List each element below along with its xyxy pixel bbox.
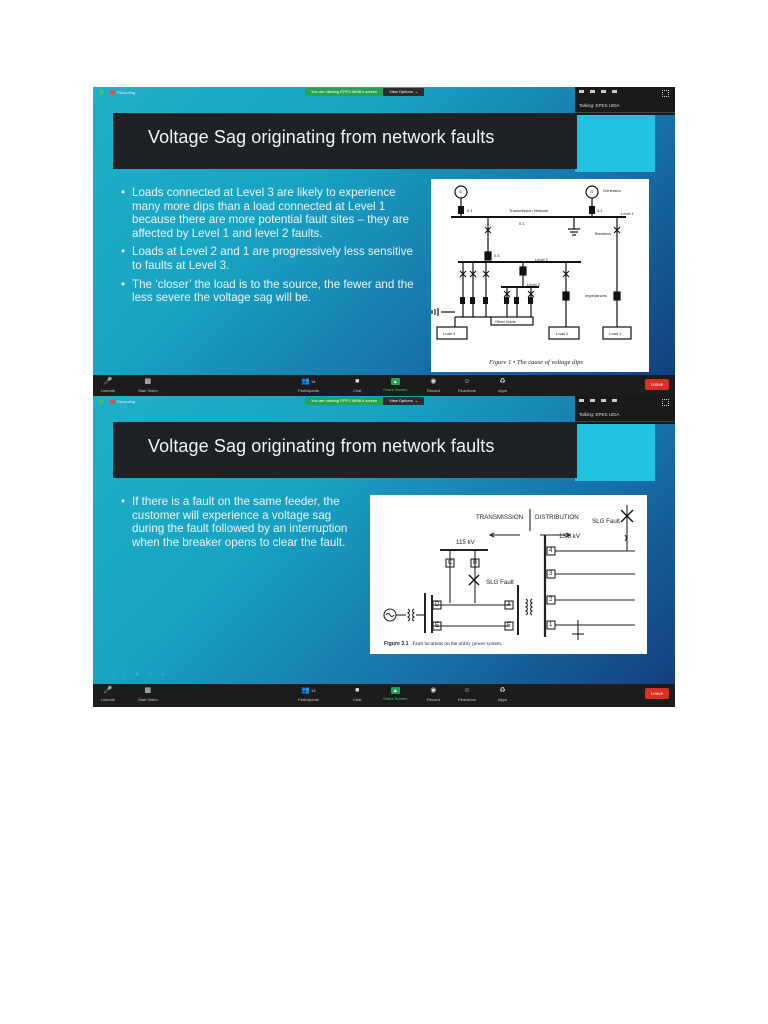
feeder-label: 1 <box>549 621 553 628</box>
bullet-item: • The ‘closer’ the load is to the source, the fewer and the less severe the voltage sag will be. <box>120 278 420 305</box>
shield-icon <box>99 399 104 404</box>
slide-title: Voltage Sag originating from network faults <box>148 436 495 456</box>
figure-caption <box>384 641 502 647</box>
strip-view-icon[interactable] <box>590 399 595 402</box>
distribution-label: DISTRIBUTION <box>535 514 579 521</box>
recording-indicator <box>99 90 135 95</box>
shared-screen-area <box>93 396 675 684</box>
chat-label: Chat <box>353 697 362 702</box>
participants-icon: 👥 14 <box>301 378 316 385</box>
participants-button[interactable] <box>298 687 319 702</box>
load3-label: Load 3 <box>443 331 456 336</box>
level3-label: Level 3 <box>527 282 540 287</box>
slide-navigation-tools[interactable]: ‹ › ✎ ○ ○ <box>113 672 169 678</box>
chat-label: Chat <box>353 388 362 393</box>
share-screen-label: Share Screen <box>383 696 408 701</box>
meeting-toolbar <box>93 684 675 707</box>
view-options-button[interactable] <box>383 88 424 96</box>
share-banner <box>305 397 424 405</box>
impedances-label: Impedances <box>585 293 607 298</box>
record-label: Record <box>427 697 440 702</box>
generator-symbol-left: G <box>459 189 463 194</box>
apps-label: Apps <box>498 388 508 393</box>
slide-accent-block <box>575 115 655 172</box>
fault-location-diagram <box>370 495 647 654</box>
unmute-button[interactable] <box>101 378 115 393</box>
voltage-dip-diagram <box>431 179 649 372</box>
transmission-label: TRANSMISSION <box>476 514 524 521</box>
apps-button[interactable] <box>498 378 507 393</box>
slg-fault-label: SLG Fault <box>486 579 514 586</box>
share-screen-label: Share Screen <box>383 387 408 392</box>
view-options-button[interactable] <box>383 397 424 405</box>
meeting-screenshot-2 <box>93 396 675 707</box>
microphone-muted-icon: 🎤 <box>103 378 113 385</box>
video-panel <box>575 396 675 424</box>
share-screen-button[interactable] <box>383 378 407 392</box>
record-dot-icon <box>110 90 115 95</box>
level1-label: Level 1 <box>621 211 634 216</box>
grid-view-icon[interactable] <box>612 90 617 93</box>
transmission-network-label: Transmission Network <box>509 208 549 213</box>
slide-title-bar <box>113 113 577 169</box>
share-banner-text: You are viewing EPES MMA's screen <box>305 397 383 405</box>
value-label: 0.1 <box>597 208 603 213</box>
load2-label: Load 2 <box>556 331 569 336</box>
list-view-icon[interactable] <box>601 90 606 93</box>
breaker-label: A <box>507 601 512 608</box>
unmute-label: Unmute <box>101 697 116 702</box>
participants-icon: 👥 13 <box>301 687 316 694</box>
bullet-item: • Loads connected at Level 3 are likely to experience many more dips than a load connected at Level 1 because there are more potential fault sites – they are affected by Level 1 and level 2 faults. <box>120 186 420 240</box>
participant-count: 13 <box>311 688 316 693</box>
chat-button[interactable] <box>353 378 361 393</box>
feeder-label: 2 <box>549 596 553 603</box>
participants-label: Participants <box>298 697 319 702</box>
minimize-icon[interactable] <box>579 399 584 402</box>
record-button[interactable] <box>427 378 440 393</box>
breaker-label: E <box>435 622 440 629</box>
start-video-label: Start Video <box>138 697 158 702</box>
shared-screen-area <box>93 87 675 375</box>
figure-caption: Figure 1 • The cause of voltage dips <box>489 359 583 366</box>
slide-title: Voltage Sag originating from network faults <box>148 127 495 147</box>
reactions-button[interactable] <box>458 687 476 702</box>
generator-symbol-right: G <box>590 189 594 194</box>
reactions-icon: ☺ <box>463 378 471 385</box>
share-screen-icon: ▲ <box>391 378 400 385</box>
voltage-13-8kv-label: 13.8 kV <box>559 533 580 540</box>
meeting-toolbar <box>93 375 675 398</box>
slide-bullets <box>120 495 360 554</box>
slide-bullets <box>120 186 420 310</box>
chat-icon: ■ <box>355 687 360 694</box>
chat-button[interactable] <box>353 687 361 702</box>
breaker-label: B <box>473 559 478 566</box>
load1-label: Load 1 <box>609 331 622 336</box>
value-label: 0.1 <box>519 221 525 226</box>
share-screen-button[interactable] <box>383 687 407 701</box>
reactions-icon: ☺ <box>463 687 471 694</box>
leave-button[interactable]: Leave <box>645 379 669 390</box>
apps-icon: ♻ <box>499 378 506 385</box>
chevron-down-icon: ⌄ <box>414 398 419 403</box>
bullet-item: • If there is a fault on the same feeder, the customer will experience a voltage sag during the fault followed by an interruption when the breaker opens to clear the fault. <box>120 495 360 549</box>
feeder-label: 4 <box>549 547 553 554</box>
reactions-button[interactable] <box>458 378 476 393</box>
other-loads-label: Other loads <box>495 319 516 324</box>
record-icon: ◉ <box>430 378 437 385</box>
view-options-label: View Options <box>389 89 413 94</box>
unmute-label: Unmute <box>101 388 116 393</box>
share-banner <box>305 88 424 96</box>
panel-divider <box>575 112 675 113</box>
value-label: 0.5 <box>494 253 500 258</box>
share-screen-icon: ▲ <box>391 687 400 694</box>
recording-indicator <box>99 399 135 404</box>
record-icon: ◉ <box>430 687 437 694</box>
microphone-muted-icon: 🎤 <box>103 687 113 694</box>
gallery-view-icon[interactable] <box>662 90 669 97</box>
share-banner-text: You are viewing EPES MMA's screen <box>305 88 383 96</box>
breaker-label: D <box>435 601 440 608</box>
shield-icon <box>99 90 104 95</box>
unmute-button[interactable] <box>101 687 115 702</box>
slg-fault-label: SLG Fault <box>592 518 620 525</box>
breakers-label: Breakers <box>595 231 612 236</box>
figure-caption-text: Fault locations on the utility power system. <box>412 641 503 647</box>
bullet-item: • Loads at Level 2 and 1 are progressively less sensitive to faults at Level 3. <box>120 245 420 272</box>
recording-label: Recording <box>117 90 136 95</box>
record-dot-icon <box>110 399 115 404</box>
reactions-label: Reactions <box>458 388 476 393</box>
recording-label: Recording <box>117 399 136 404</box>
view-options-label: View Options <box>389 398 413 403</box>
talking-indicator: Talking: EPES UIDA <box>579 412 620 417</box>
list-view-icon[interactable] <box>601 399 606 402</box>
chat-icon: ■ <box>355 378 360 385</box>
panel-controls <box>579 399 617 402</box>
apps-icon: ♻ <box>499 687 506 694</box>
panel-controls <box>579 90 617 93</box>
record-button[interactable] <box>427 687 440 702</box>
chevron-down-icon: ⌄ <box>414 89 419 94</box>
grid-view-icon[interactable] <box>612 399 617 402</box>
video-off-icon: ▩ <box>144 687 152 694</box>
video-panel <box>575 87 675 115</box>
video-off-icon: ▩ <box>144 378 152 385</box>
start-video-button[interactable] <box>138 378 158 393</box>
feeder-label: 3 <box>549 570 553 577</box>
generator-label: Generator <box>603 188 622 193</box>
slide-accent-block <box>575 424 655 481</box>
participants-button[interactable] <box>298 378 319 393</box>
slide-title-bar <box>113 422 577 478</box>
strip-view-icon[interactable] <box>590 90 595 93</box>
gallery-view-icon[interactable] <box>662 399 669 406</box>
participants-label: Participants <box>298 388 319 393</box>
start-video-button[interactable] <box>138 687 158 702</box>
minimize-icon[interactable] <box>579 90 584 93</box>
breaker-label: C <box>448 559 453 566</box>
start-video-label: Start Video <box>138 388 158 393</box>
breaker-label: F <box>507 622 511 629</box>
apps-label: Apps <box>498 697 508 702</box>
participant-count: 14 <box>311 379 316 384</box>
leave-button[interactable]: Leave <box>645 688 669 699</box>
value-label: 0.1 <box>467 208 473 213</box>
panel-divider <box>575 421 675 422</box>
level2-label: Level 2 <box>535 257 548 262</box>
meeting-screenshot-1 <box>93 87 675 398</box>
figure-number: Figure 3.1 <box>384 641 409 647</box>
voltage-115kv-label: 115 kV <box>456 539 475 546</box>
apps-button[interactable] <box>498 687 507 702</box>
record-label: Record <box>427 388 440 393</box>
reactions-label: Reactions <box>458 697 476 702</box>
talking-indicator: Talking: EPES UIDA <box>579 103 620 108</box>
